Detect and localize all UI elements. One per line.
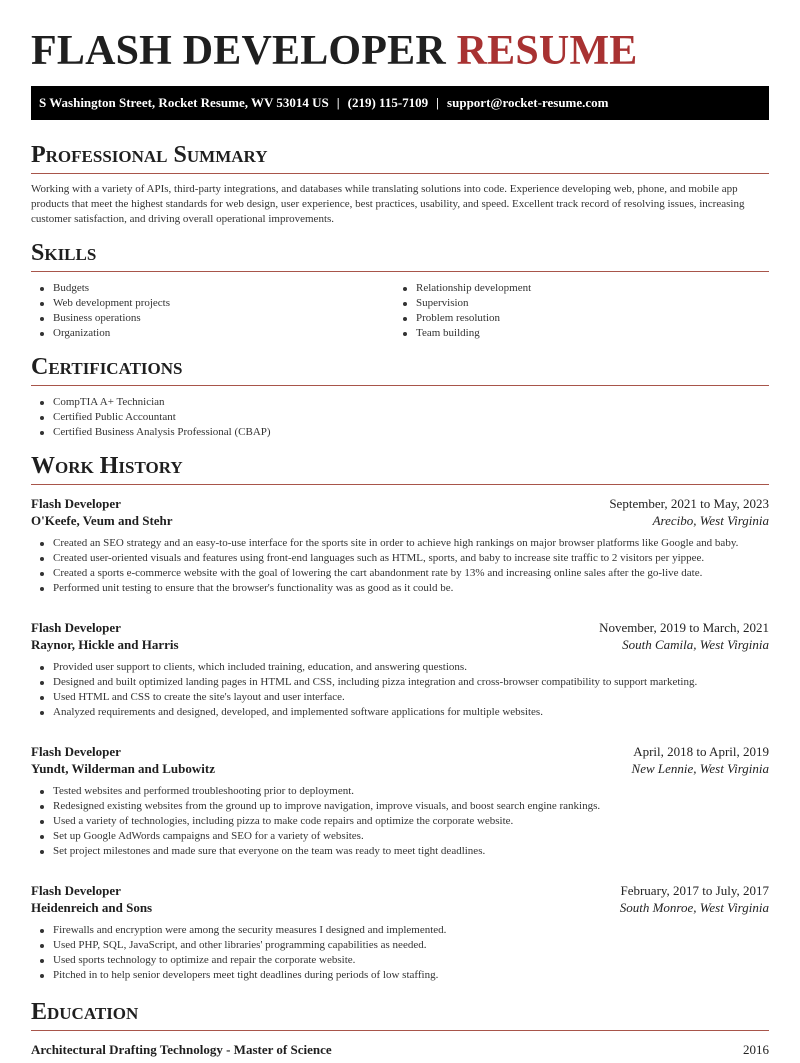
- job-bullet: Pitched in to help senior developers meet tight deadlines during periods of low staffing.: [31, 968, 769, 983]
- job-bullet: Designed and built optimized landing pages in HTML and CSS, including pizza integration and cross-browser compatibility to support marketing.: [31, 675, 769, 690]
- job-bullet: Set up Google AdWords campaigns and SEO for a variety of websites.: [31, 829, 769, 844]
- job-entry: [31, 743, 769, 859]
- job-location: New Lennie, West Virginia: [631, 761, 769, 776]
- summary-text: Working with a variety of APIs, third-party integrations, and databases while translating solutions into code. Experience developing web, phone, and mobile app products that meet the highest standards for web design, user experience, best practices, usability, and speed. Excellent track record of resolving issues, increasing customer satisfaction, and driving overall operational improvements.: [31, 183, 745, 225]
- job-company: O'Keefe, Veum and Stehr: [31, 513, 173, 528]
- job-company-row: [31, 760, 769, 777]
- job-location: South Camila, West Virginia: [622, 637, 769, 652]
- job-bullet: Redesigned existing websites from the ground up to improve navigation, improve visuals, and boost search engine rankings.: [31, 799, 769, 814]
- job-header-row: [31, 743, 769, 760]
- job-bullet: Set project milestones and made sure that everyone on the team was ready to meet tight deadlines.: [31, 844, 769, 859]
- job-dates: November, 2019 to March, 2021: [599, 620, 769, 635]
- work-history-section: [31, 452, 769, 983]
- job-bullet: Analyzed requirements and designed, developed, and implemented software applications for multiple websites.: [31, 705, 769, 720]
- job-location: South Monroe, West Virginia: [619, 900, 769, 915]
- contact-bar: [31, 86, 769, 120]
- contact-email[interactable]: support@rocket-resume.com: [447, 95, 609, 110]
- education-degree: Architectural Drafting Technology - Master of Science: [31, 1042, 332, 1057]
- job-bullet: Used a variety of technologies, including pizza to make code repairs and optimize the corporate website.: [31, 814, 769, 829]
- skills-section: [31, 239, 769, 341]
- skills-grid: [31, 281, 769, 341]
- job-header-row: [31, 495, 769, 512]
- job-company-row: [31, 899, 769, 916]
- job-bullet: Firewalls and encryption were among the security measures I designed and implemented.: [31, 923, 769, 938]
- job-company-row: [31, 636, 769, 653]
- job-role: Flash Developer: [31, 744, 121, 759]
- job-company-row: [31, 512, 769, 529]
- job-bullets: [31, 923, 769, 983]
- job-bullet: Created user-oriented visuals and features using front-end languages such as HTML, sports, and baby to increase site traffic to 2 visitors per yippee.: [31, 551, 769, 566]
- job-dates: September, 2021 to May, 2023: [609, 496, 769, 511]
- skill-item: Budgets: [31, 281, 394, 296]
- contact-separator: |: [436, 95, 440, 110]
- skill-item: Web development projects: [31, 296, 394, 311]
- title-main: FLASH DEVELOPER: [31, 28, 446, 74]
- job-entry: [31, 495, 769, 596]
- skill-item: Business operations: [31, 311, 394, 326]
- education-year: 2016: [743, 1042, 769, 1057]
- job-bullets: [31, 784, 769, 859]
- summary-section: [31, 141, 769, 227]
- job-bullets: [31, 536, 769, 596]
- resume-page: [0, 28, 800, 1063]
- contact-separator: |: [336, 95, 340, 110]
- certification-item: Certified Public Accountant: [31, 410, 769, 425]
- job-header-row: [31, 619, 769, 636]
- job-bullet: Used PHP, SQL, JavaScript, and other libraries' programming capabilities as needed.: [31, 938, 769, 953]
- education-section: [31, 998, 769, 1058]
- job-entry: [31, 619, 769, 720]
- resume-title: [31, 28, 769, 74]
- job-bullet: Created a sports e-commerce website with the goal of lowering the cart abandonment rate by 13% and increasing online sales after the go-live date.: [31, 566, 769, 581]
- skills-heading: Skills: [31, 239, 769, 272]
- certification-item: CompTIA A+ Technician: [31, 395, 769, 410]
- job-company: Heidenreich and Sons: [31, 900, 153, 915]
- education-heading: Education: [31, 998, 769, 1031]
- skills-right-list: [394, 281, 757, 341]
- contact-address: S Washington Street, Rocket Resume, WV 53014 US: [39, 95, 329, 110]
- job-entry: [31, 882, 769, 983]
- summary-heading: Professional Summary: [31, 141, 769, 174]
- work-history-heading: Work History: [31, 452, 769, 485]
- certification-item: Certified Business Analysis Professional (CBAP): [31, 425, 769, 440]
- title-accent: RESUME: [456, 28, 638, 74]
- skill-item: Problem resolution: [394, 311, 757, 326]
- job-header-row: [31, 882, 769, 899]
- education-row: [31, 1041, 769, 1058]
- skill-item: Team building: [394, 326, 757, 341]
- skill-item: Supervision: [394, 296, 757, 311]
- certifications-heading: Certifications: [31, 353, 769, 386]
- job-dates: April, 2018 to April, 2019: [633, 744, 769, 759]
- skill-item: Relationship development: [394, 281, 757, 296]
- job-bullet: Used sports technology to optimize and repair the corporate website.: [31, 953, 769, 968]
- job-bullet: Tested websites and performed troubleshooting prior to deployment.: [31, 784, 769, 799]
- contact-phone: (219) 115-7109: [347, 95, 429, 110]
- job-role: Flash Developer: [31, 883, 121, 898]
- job-bullets: [31, 660, 769, 720]
- skill-item: Organization: [31, 326, 394, 341]
- certifications-section: [31, 353, 769, 440]
- job-dates: February, 2017 to July, 2017: [620, 883, 769, 898]
- job-bullet: Created an SEO strategy and an easy-to-use interface for the sports site in order to achieve high rankings on major browser platforms like Google and baby.: [31, 536, 769, 551]
- job-company: Raynor, Hickle and Harris: [31, 637, 179, 652]
- job-bullet: Provided user support to clients, which included training, education, and answering questions.: [31, 660, 769, 675]
- job-role: Flash Developer: [31, 496, 121, 511]
- job-company: Yundt, Wilderman and Lubowitz: [31, 761, 215, 776]
- certifications-list: [31, 395, 769, 440]
- skills-left-list: [31, 281, 394, 341]
- job-role: Flash Developer: [31, 620, 121, 635]
- job-bullet: Used HTML and CSS to create the site's layout and user interface.: [31, 690, 769, 705]
- job-bullet: Performed unit testing to ensure that the browser's functionality was as good as it could be.: [31, 581, 769, 596]
- job-location: Arecibo, West Virginia: [652, 513, 769, 528]
